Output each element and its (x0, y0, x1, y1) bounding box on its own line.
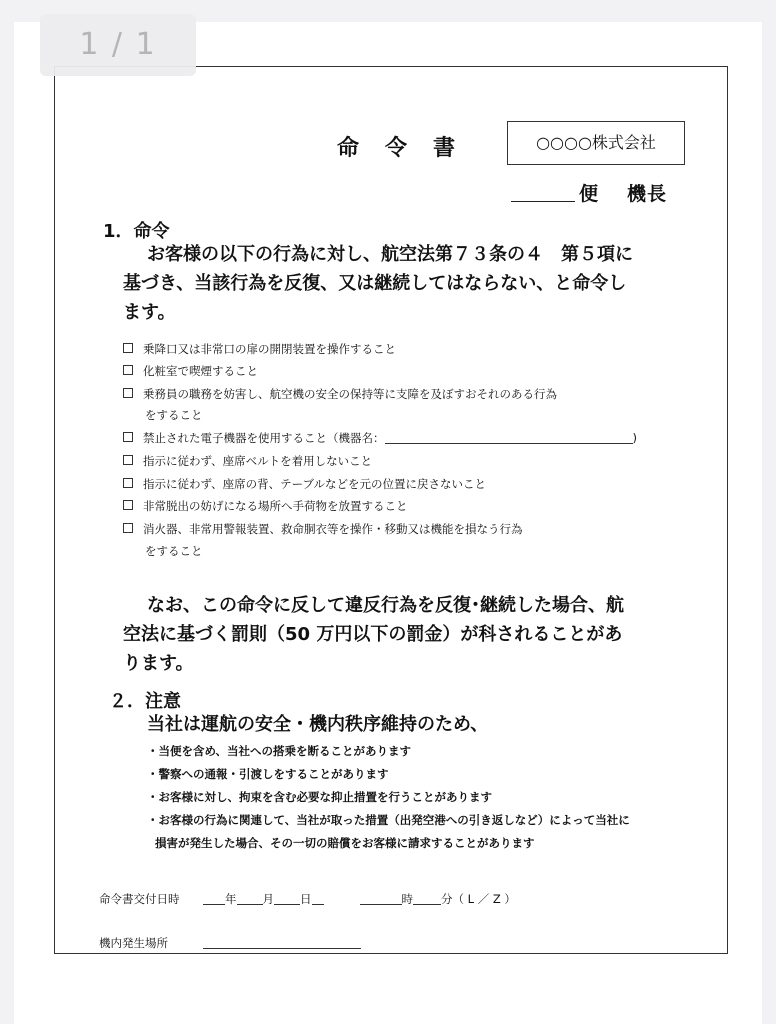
warning-line-3: ります。 (123, 653, 194, 674)
checklist-item: 非常脱出の妨げになる場所へ手荷物を放置すること (123, 498, 408, 514)
checkbox-icon[interactable] (123, 365, 133, 375)
issue-datetime-fields: 年 月 日 時 分（ L ／ Z ） (203, 891, 516, 907)
checkbox-icon[interactable] (123, 523, 133, 533)
checkbox-icon[interactable] (123, 343, 133, 353)
section2-lead: 当社は運航の安全・機内秩序維持のため、 (147, 714, 489, 735)
incident-location-blank (203, 935, 361, 949)
warning-line-1: なお、この命令に反して違反行為を反復･継続した場合、航 (147, 595, 624, 616)
section1-intro-line-3: ます。 (123, 302, 176, 323)
checklist-item: 禁止された電子機器を使用すること（機器名： ) (123, 430, 637, 446)
company-name-box: ○○○○株式会社 (507, 121, 685, 165)
checklist-item: 乗降口又は非常口の扉の開閉装置を操作すること (123, 341, 396, 357)
issue-datetime-label: 命令書交付日時 (99, 892, 180, 906)
checklist-item: 化粧室で喫煙すること (123, 363, 258, 379)
checkbox-icon[interactable] (123, 455, 133, 465)
device-name-blank (385, 431, 633, 444)
notice-item-continuation: 損害が発生した場合、その一切の賠償をお客様に請求することがあります (155, 836, 535, 850)
section1-heading: 1．命令 (103, 221, 170, 242)
checklist-item: 指示に従わず、座席ベルトを着用しないこと (123, 453, 372, 469)
flight-number-blank (511, 179, 575, 202)
checklist-item-continuation: をすること (145, 408, 203, 422)
notice-item: ・当便を含め、当社への搭乗を断ることがあります (147, 744, 412, 758)
notice-item: ・警察への通報・引渡しをすることがあります (147, 767, 389, 781)
document-page (54, 66, 728, 954)
checklist-item: 指示に従わず、座席の背、テーブルなどを元の位置に戻さないこと (123, 476, 486, 492)
checklist-item: 消火器、非常用警報装置、救命胴衣等を操作・移動又は機能を損なう行為 (123, 521, 523, 537)
incident-location-label: 機内発生場所 (99, 936, 168, 950)
checklist-item-continuation: をすること (145, 544, 203, 558)
section2-heading: ２．注意 (109, 691, 181, 712)
section1-intro-line-2: 基づき、当該行為を反復、又は継続してはならない、と命令し (123, 273, 627, 294)
captain-label: 機長 (627, 183, 668, 205)
section1-intro-line-1: お客様の以下の行為に対し、航空法第７３条の４ 第５項に (147, 244, 633, 265)
notice-item: ・お客様に対し、拘束を含む必要な抑止措置を行うことがあります (147, 790, 492, 804)
checkbox-icon[interactable] (123, 478, 133, 488)
checkbox-icon[interactable] (123, 388, 133, 398)
document-title: 命 令 書 (337, 136, 458, 161)
checkbox-icon[interactable] (123, 500, 133, 510)
checkbox-icon[interactable] (123, 432, 133, 442)
flight-label: 便 (579, 183, 600, 205)
warning-line-2: 空法に基づく罰則（50 万円以下の罰金）が科されることがあ (123, 624, 623, 645)
page-indicator: 1 / 1 (40, 14, 196, 76)
checklist-item: 乗務員の職務を妨害し、航空機の安全の保持等に支障を及ぼすおそれのある行為 (123, 386, 557, 402)
notice-item: ・お客様の行為に関連して、当社が取った措置（出発空港への引き返しなど）によって当社に (147, 813, 630, 827)
